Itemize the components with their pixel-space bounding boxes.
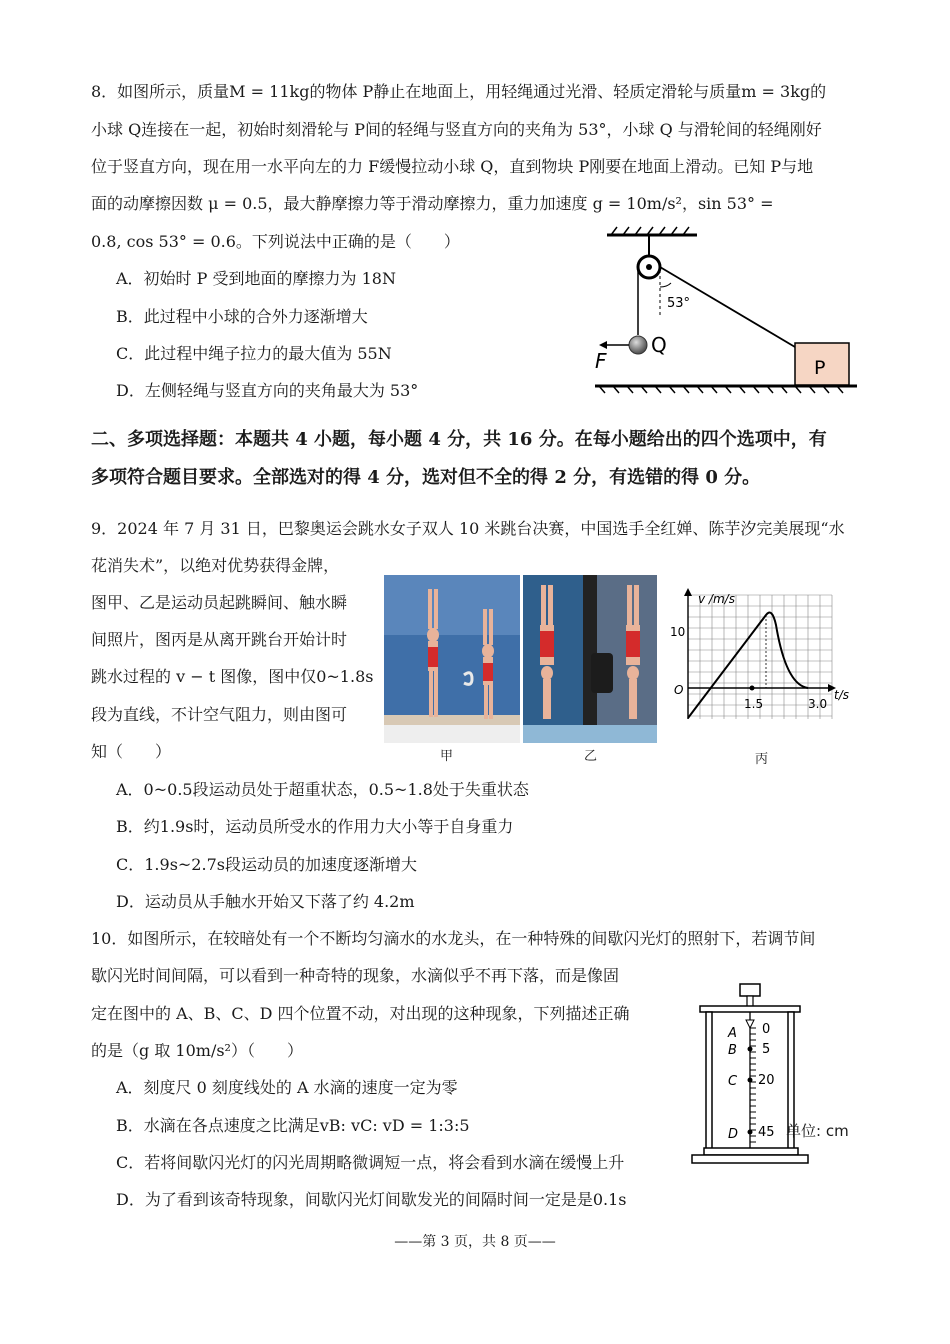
vt-xtick-1.5: 1.5	[744, 697, 764, 711]
q9-line-6: 段为直线，不计空气阻力，则由图可	[91, 705, 348, 724]
page-footer: ——第 3 页，共 8 页——	[394, 1234, 556, 1250]
caption-jia: 甲	[440, 749, 454, 764]
section2-line-2: 多项符合题目要求。全部选对的得 4 分，选对但不全的得 2 分，有选错的得 0 分。	[91, 467, 761, 488]
point-b: B	[728, 1043, 737, 1058]
vt-graph	[668, 585, 860, 725]
q8-option-c: C．此过程中绳子拉力的最大值为 55N	[116, 344, 392, 363]
vt-origin: O	[674, 683, 684, 697]
force-label: F	[595, 349, 607, 373]
q9-line-3: 图甲、乙是运动员起跳瞬间、触水瞬	[91, 593, 348, 612]
q9-line-4: 间照片，图丙是从离开跳台开始计时	[91, 630, 348, 649]
scale-20: 20	[758, 1073, 775, 1088]
q8-line-5: 0.8, cos 53° = 0.6。下列说法中正确的是（ ）	[91, 232, 460, 251]
section2-line-1: 二、多项选择题：本题共 4 小题，每小题 4 分，共 16 分。在每小题给出的四个选项中，有	[91, 429, 827, 450]
angle-label: 53°	[667, 296, 691, 311]
vt-ytick-10: 10	[670, 625, 686, 639]
scale-45: 45	[758, 1125, 775, 1140]
q8-option-b: B．此过程中小球的合外力逐渐增大	[116, 307, 368, 326]
vt-xlabel: t/s	[834, 688, 849, 702]
q8-line-4: 面的动摩擦因数 μ = 0.5，最大静摩擦力等于滑动摩擦力，重力加速度 g = 10m/s²，sin 53° =	[91, 194, 774, 213]
q10-line-1: 10．如图所示，在较暗处有一个不断均匀滴水的水龙头，在一种特殊的间歇闪光灯的照射下，若调节间	[91, 929, 816, 948]
q8-line-1: 8．如图所示，质量M = 11kg的物体 P静止在地面上，用轻绳通过光滑、轻质定滑轮与质量m = 3kg的	[91, 82, 827, 101]
q9-line-2: 花消失术”，以绝对优势获得金牌，	[91, 556, 340, 575]
ball-q	[629, 336, 647, 354]
point-d: D	[728, 1127, 739, 1142]
q10-line-2: 歇闪光时间间隔，可以看到一种奇特的现象，水滴似乎不再下落，而是像固	[91, 966, 620, 985]
caption-bing: 丙	[755, 752, 769, 767]
q10-line-4: 的是（g 取 10m/s²）（ ）	[91, 1041, 303, 1060]
q9-option-c: C．1.9s~2.7s段运动员的加速度逐渐增大	[116, 855, 417, 874]
caption-yi: 乙	[584, 749, 598, 764]
q9-option-a: A．0~0.5段运动员处于超重状态，0.5~1.8处于失重状态	[116, 780, 529, 799]
q8-pulley-figure	[585, 225, 865, 395]
q9-option-b: B．约1.9s时，运动员所受水的作用力大小等于自身重力	[116, 817, 514, 836]
ball-label: Q	[651, 333, 667, 357]
photo-takeoff	[384, 575, 520, 743]
scale-0: 0	[762, 1022, 771, 1037]
q10-option-a: A．刻度尺 0 刻度线处的 A 水滴的速度一定为零	[116, 1078, 458, 1097]
q10-option-c: C．若将间歇闪光灯的闪光周期略微调短一点，将会看到水滴在缓慢上升	[116, 1153, 625, 1172]
q10-drip-figure	[690, 982, 860, 1174]
q10-line-3: 定在图中的 A、B、C、D 四个位置不动，对出现的这种现象，下列描述正确	[91, 1004, 630, 1023]
point-c: C	[728, 1074, 738, 1089]
point-a: A	[728, 1026, 737, 1041]
q8-option-a: A．初始时 P 受到地面的摩擦力为 18N	[116, 269, 396, 288]
block-label: P	[814, 357, 826, 379]
q9-line-1: 9．2024 年 7 月 31 日，巴黎奥运会跳水女子双人 10 米跳台决赛，中国选手全红婵、陈芋汐完美展现“水	[91, 519, 845, 538]
q10-option-d: D．为了看到该奇特现象，间歇闪光灯间歇发光的间隔时间一定是是0.1s	[116, 1190, 627, 1209]
q8-line-2: 小球 Q连接在一起，初始时刻滑轮与 P间的轻绳与竖直方向的夹角为 53°，小球 Q 与滑轮间的轻绳刚好	[91, 120, 822, 139]
q9-line-7: 知（ ）	[91, 742, 172, 761]
q8-option-d: D．左侧轻绳与竖直方向的夹角最大为 53°	[116, 381, 419, 400]
photo-entry	[523, 575, 657, 743]
q9-option-d: D．运动员从手触水开始又下落了约 4.2m	[116, 892, 415, 911]
q9-line-5: 跳水过程的 v − t 图像，图中仅0~1.8s	[91, 667, 374, 686]
vt-xtick-3.0: 3.0	[808, 697, 828, 711]
vt-ylabel: v /m/s	[698, 592, 735, 606]
q8-line-3: 位于竖直方向，现在用一水平向左的力 F缓慢拉动小球 Q，直到物块 P刚要在地面上滑动。已知 P与地	[91, 157, 814, 176]
faucet-icon	[740, 984, 760, 996]
scale-5: 5	[762, 1042, 771, 1057]
q10-unit-label: 单位: cm	[786, 1122, 849, 1140]
q10-option-b: B．水滴在各点速度之比满足vB: vC: vD = 1:3:5	[116, 1116, 470, 1135]
